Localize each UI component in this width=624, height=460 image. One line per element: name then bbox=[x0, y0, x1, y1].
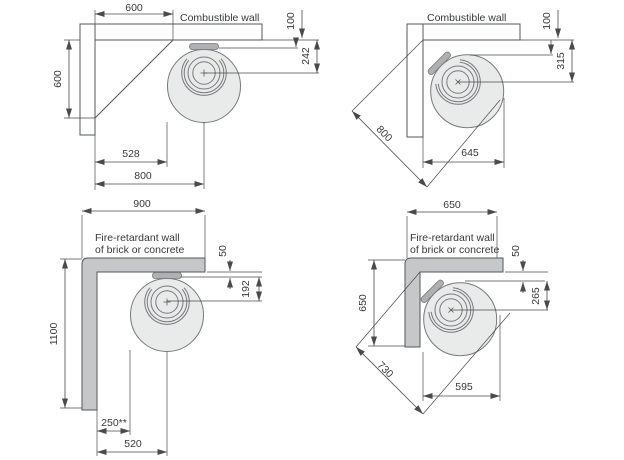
wall-type-label-line1: Fire-retardant wall bbox=[410, 232, 495, 244]
dim-to-center-192: 192 bbox=[240, 280, 252, 298]
dim-wall-to-center-315: 315 bbox=[555, 52, 567, 70]
diagram-fire-retardant-corner bbox=[356, 199, 548, 414]
stove-top-view bbox=[411, 35, 518, 142]
diagram-combustible-straight bbox=[52, 2, 319, 190]
stove-top-view bbox=[168, 44, 241, 123]
combustible-top-wall bbox=[407, 24, 520, 40]
dim-to-center-520: 520 bbox=[124, 438, 142, 450]
dim-top-650: 650 bbox=[443, 199, 461, 211]
dim-wall-100: 100 bbox=[285, 12, 297, 30]
wall-type-label-line2: of brick or concrete bbox=[410, 244, 500, 256]
dim-to-edge-645: 645 bbox=[461, 147, 479, 159]
dim-top-900: 900 bbox=[133, 198, 151, 210]
dim-wall-to-center-242: 242 bbox=[300, 47, 312, 65]
dim-left-1100: 1100 bbox=[48, 322, 60, 346]
dim-left-600: 600 bbox=[52, 70, 64, 88]
dim-gap-50: 50 bbox=[217, 245, 229, 257]
dim-to-edge-250: 250** bbox=[101, 417, 127, 429]
wall-type-label: Combustible wall bbox=[180, 12, 260, 24]
combustible-left-wall bbox=[407, 24, 423, 137]
wall-type-label: Combustible wall bbox=[427, 12, 507, 24]
dim-top-600: 600 bbox=[125, 2, 143, 14]
stove-top-view bbox=[131, 273, 204, 352]
dim-to-center-800: 800 bbox=[134, 170, 152, 182]
combustible-top-wall bbox=[80, 24, 262, 40]
dim-to-center-265: 265 bbox=[530, 287, 542, 305]
dim-left-650: 650 bbox=[357, 294, 369, 312]
diagram-fire-retardant-straight bbox=[48, 198, 262, 456]
dim-gap-50: 50 bbox=[510, 245, 522, 257]
dim-diagonal-730: 730 bbox=[374, 359, 396, 381]
wall-type-label-line1: Fire-retardant wall bbox=[95, 232, 180, 244]
dim-wall-100: 100 bbox=[541, 12, 553, 30]
dim-to-edge-528: 528 bbox=[122, 148, 140, 160]
diagram-combustible-corner bbox=[352, 10, 574, 187]
wall-type-label-line2: of brick or concrete bbox=[95, 244, 185, 256]
dim-to-edge-595: 595 bbox=[455, 381, 473, 393]
corner-insulation-triangle bbox=[95, 40, 173, 118]
dim-diagonal-800: 800 bbox=[373, 123, 395, 145]
